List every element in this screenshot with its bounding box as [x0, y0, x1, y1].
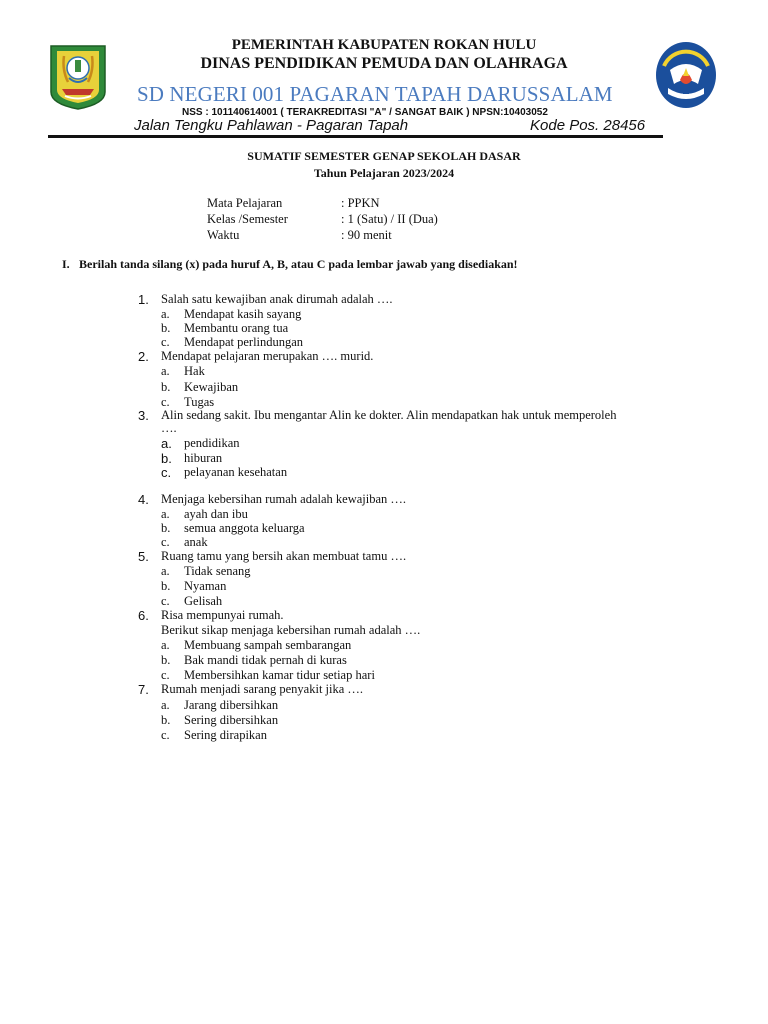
- option-text: Bak mandi tidak pernah di kuras: [184, 653, 347, 667]
- option-letter: a.: [161, 638, 170, 652]
- question-text: Rumah menjadi sarang penyakit jika ….: [161, 682, 364, 696]
- option-letter: c.: [161, 395, 170, 409]
- question-2: [138, 349, 374, 365]
- meta-time: [207, 228, 392, 243]
- instruction-number: I.: [62, 257, 70, 271]
- option-text: ayah dan ibu: [184, 507, 248, 521]
- option-text: Tidak senang: [184, 564, 251, 578]
- option-text: Sering dirapikan: [184, 728, 267, 742]
- question-number: 2.: [138, 349, 149, 364]
- option-text: Nyaman: [184, 579, 227, 593]
- question-3: [138, 408, 617, 424]
- option-text: hiburan: [184, 451, 223, 465]
- option-text: Hak: [184, 364, 205, 378]
- header-department: DINAS PENDIDIKAN PEMUDA DAN OLAHRAGA: [200, 55, 568, 72]
- question-number: 7.: [138, 682, 149, 697]
- option-letter: a.: [161, 698, 170, 712]
- meta-label: Kelas /Semester: [207, 212, 288, 226]
- meta-value: : PPKN: [341, 196, 380, 210]
- option-text: pelayanan kesehatan: [184, 465, 288, 479]
- question-number: 1.: [138, 292, 149, 307]
- instruction-text: Berilah tanda silang (x) pada huruf A, B, atau C pada lembar jawab yang disediakan!: [79, 257, 518, 271]
- meta-subject: [207, 196, 380, 211]
- meta-value: : 90 menit: [341, 228, 392, 242]
- option-letter: a.: [161, 507, 170, 521]
- meta-label: Waktu: [207, 228, 240, 242]
- option-text: Membuang sampah sembarangan: [184, 638, 352, 652]
- question-text: Risa mempunyai rumah.: [161, 608, 284, 622]
- option-text: Membersihkan kamar tidur setiap hari: [184, 668, 375, 682]
- question-number: 5.: [138, 549, 149, 564]
- option-letter: b.: [161, 653, 171, 667]
- option-letter: b.: [161, 713, 171, 727]
- option-text: pendidikan: [184, 436, 240, 450]
- exam-year: Tahun Pelajaran 2023/2024: [313, 166, 455, 180]
- question-text-continued: Berikut sikap menjaga kebersihan rumah adalah ….: [161, 623, 421, 637]
- option-letter: c.: [161, 594, 170, 608]
- option-text: Mendapat perlindungan: [184, 335, 304, 349]
- question-text: Ruang tamu yang bersih akan membuat tamu ….: [161, 549, 407, 563]
- school-nss: NSS : 101140614001 ( TERAKREDITASI "A" / SANGAT BAIK ) NPSN:10403052: [182, 107, 548, 118]
- meta-value: : 1 (Satu) / II (Dua): [341, 212, 438, 226]
- question-number: 4.: [138, 492, 149, 507]
- option-text: Sering dibersihkan: [184, 713, 279, 727]
- option-letter: a.: [161, 564, 170, 578]
- question-text: Salah satu kewajiban anak dirumah adalah ….: [161, 292, 393, 306]
- question-number: 6.: [138, 608, 149, 623]
- option-letter: c.: [161, 335, 170, 349]
- question-5: [138, 549, 407, 565]
- question-1: [138, 292, 393, 308]
- meta-class: [207, 212, 438, 227]
- option-letter: a.: [161, 307, 170, 321]
- option-letter: b.: [161, 321, 171, 335]
- option-text: Gelisah: [184, 594, 223, 608]
- address-street: Jalan Tengku Pahlawan - Pagaran Tapah: [134, 117, 409, 134]
- question-text-continued: ….: [161, 421, 177, 435]
- school-name: SD NEGERI 001 PAGARAN TAPAH DARUSSALAM: [137, 82, 613, 106]
- meta-label: Mata Pelajaran: [207, 196, 283, 210]
- option-text: Jarang dibersihkan: [184, 698, 279, 712]
- option-letter: b.: [161, 579, 171, 593]
- option-letter: c.: [161, 465, 172, 480]
- option-text: Tugas: [184, 395, 215, 409]
- option-letter: b.: [161, 521, 171, 535]
- option-letter: c.: [161, 535, 170, 549]
- question-text: Mendapat pelajaran merupakan …. murid.: [161, 349, 374, 363]
- header-government: PEMERINTAH KABUPATEN ROKAN HULU: [231, 37, 537, 53]
- option-letter: a.: [161, 436, 172, 451]
- option-text: anak: [184, 535, 208, 549]
- question-4: [138, 492, 407, 508]
- option-text: Membantu orang tua: [184, 321, 289, 335]
- question-text: Alin sedang sakit. Ibu mengantar Alin ke dokter. Alin mendapatkan hak untuk memperoleh: [161, 408, 617, 422]
- option-text: Mendapat kasih sayang: [184, 307, 302, 321]
- header-divider: [48, 135, 663, 138]
- question-number: 3.: [138, 408, 149, 423]
- option-letter: b.: [161, 451, 172, 466]
- option-letter: b.: [161, 380, 171, 394]
- question-7: [138, 682, 364, 698]
- instruction: [62, 257, 518, 272]
- option-text: semua anggota keluarga: [184, 521, 305, 535]
- option-letter: a.: [161, 364, 170, 378]
- school-address: [134, 117, 646, 134]
- question-6: [138, 608, 284, 624]
- option-letter: c.: [161, 728, 170, 742]
- question-text: Menjaga kebersihan rumah adalah kewajiban ….: [161, 492, 407, 506]
- option-text: Kewajiban: [184, 380, 239, 394]
- option-letter: c.: [161, 668, 170, 682]
- address-postal-code: Kode Pos. 28456: [530, 117, 646, 134]
- exam-title: SUMATIF SEMESTER GENAP SEKOLAH DASAR: [247, 149, 521, 163]
